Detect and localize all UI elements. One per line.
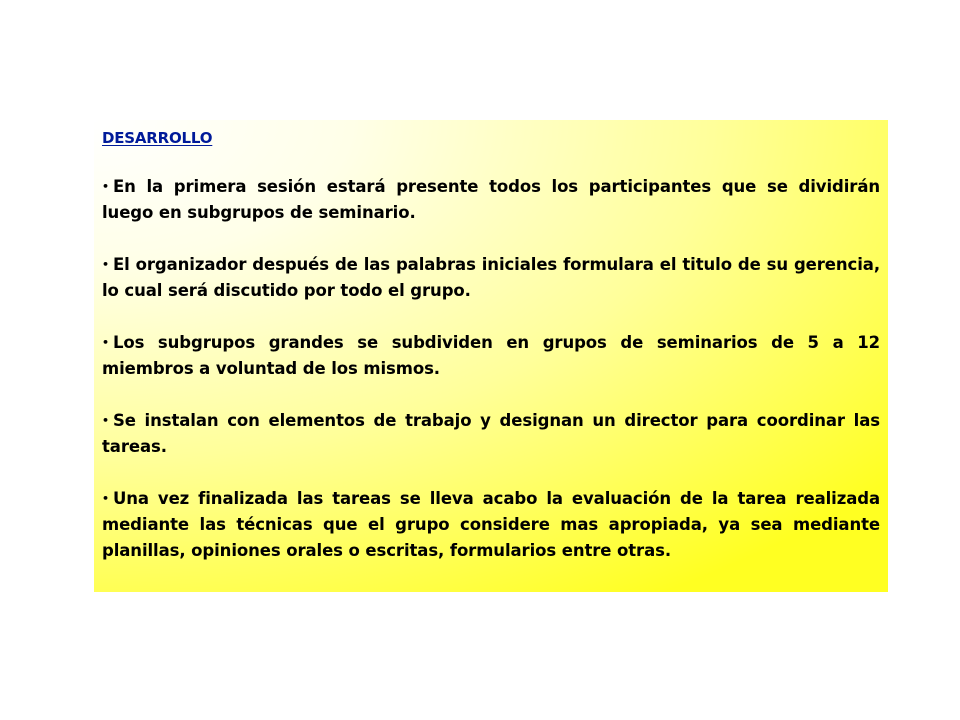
- bullet-dot-icon: •: [102, 414, 109, 427]
- bullet-dot-icon: •: [102, 180, 109, 193]
- bullet-dot-icon: •: [102, 258, 109, 271]
- bullet-item: [102, 330, 880, 382]
- section-heading: DESARROLLO: [102, 129, 213, 147]
- bullet-text: Se instalan con elementos de trabajo y designan un director para coordinar las tareas.: [102, 411, 880, 456]
- bullet-list: [102, 174, 880, 564]
- bullet-text: El organizador después de las palabras iniciales formulara el titulo de su gerencia, lo cual será discutido por todo el grupo.: [102, 255, 880, 300]
- bullet-dot-icon: •: [102, 492, 109, 505]
- bullet-item: [102, 408, 880, 460]
- bullet-text: Los subgrupos grandes se subdividen en grupos de seminarios de 5 a 12 miembros a voluntad de los mismos.: [102, 333, 880, 378]
- bullet-item: [102, 174, 880, 226]
- bullet-item: [102, 486, 880, 564]
- bullet-text: Una vez finalizada las tareas se lleva acabo la evaluación de la tarea realizada mediante las técnicas que el grupo considere mas apropiada, ya sea mediante planillas, opiniones orales o escritas, formularios entre otras.: [102, 489, 880, 560]
- bullet-item: [102, 252, 880, 304]
- bullet-dot-icon: •: [102, 336, 109, 349]
- bullet-text: En la primera sesión estará presente todos los participantes que se dividirán luego en subgrupos de seminario.: [102, 177, 880, 222]
- content-box: [94, 120, 888, 592]
